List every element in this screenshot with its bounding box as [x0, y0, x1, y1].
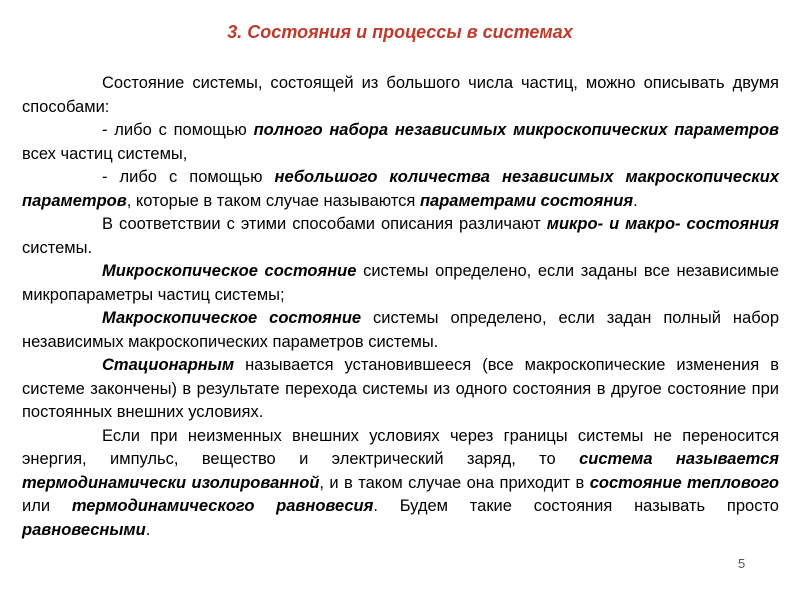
paragraph: [22, 307, 779, 354]
emphasis-text: микро- и макро- состояния: [546, 215, 779, 233]
body-text-segment: В соответствии с этими способами описания различают: [102, 215, 547, 233]
emphasis-text: термодинамического равновесия: [71, 497, 374, 515]
body-text-segment: Состояние системы, состоящей из большого числа частиц, можно описывать двумя способами:: [22, 74, 779, 116]
body-text-segment: , которые в таком случае называются: [126, 191, 420, 210]
emphasis-text: параметрами состояния: [419, 191, 634, 210]
emphasis-text: равновесными: [22, 520, 146, 539]
emphasis-text: система называется термодинамически изолированной: [22, 450, 779, 492]
body-text-segment: - либо с помощью: [102, 121, 254, 139]
slide-title: 3. Состояния и процессы в системах: [227, 22, 573, 42]
body-text-segment: или: [22, 497, 72, 515]
body-text-segment: .: [633, 191, 638, 210]
body-text-segment: - либо с помощью: [102, 168, 275, 186]
emphasis-text: небольшого количества независимых макроскопических параметров: [22, 168, 780, 210]
body-text-segment: .: [145, 520, 151, 539]
body-text-segment: системы определено, если задан полный набор независимых макроскопических параметров системы.: [22, 309, 779, 351]
paragraph: [22, 354, 779, 425]
body-text-segment: системы определено, если заданы все независимые микропараметры частиц системы;: [22, 262, 779, 304]
paragraph: [22, 425, 779, 543]
paragraph: [22, 166, 779, 213]
body-text-segment: системы.: [22, 238, 93, 257]
emphasis-text: состояние теплового: [589, 473, 779, 492]
emphasis-text: Макроскопическое состояние: [102, 309, 362, 327]
slide-body: [22, 72, 779, 542]
emphasis-text: полного набора независимых микроскопических параметров: [253, 121, 779, 139]
body-text-segment: . Будем такие состояния называть просто: [373, 497, 779, 515]
paragraph: [22, 119, 779, 166]
body-text-segment: называется установившееся (все макроскопические изменения в системе закончены) в результате перехода системы из одного состояния в другое состояние при постоянных внешних условиях.: [22, 356, 779, 421]
page-number: 5: [738, 556, 746, 571]
paragraph: [22, 72, 779, 119]
paragraph: [22, 260, 779, 307]
body-text-segment: всех частиц системы,: [22, 144, 188, 163]
emphasis-text: Стационарным: [102, 356, 235, 374]
emphasis-text: Микроскопическое состояние: [102, 262, 357, 280]
paragraph: [22, 213, 779, 260]
body-text-segment: , и в таком случае она приходит в: [319, 473, 590, 492]
body-text-segment: Если при неизменных внешних условиях через границы системы не переносится энергия, импульс, вещество и электрический заряд, то: [22, 426, 779, 468]
